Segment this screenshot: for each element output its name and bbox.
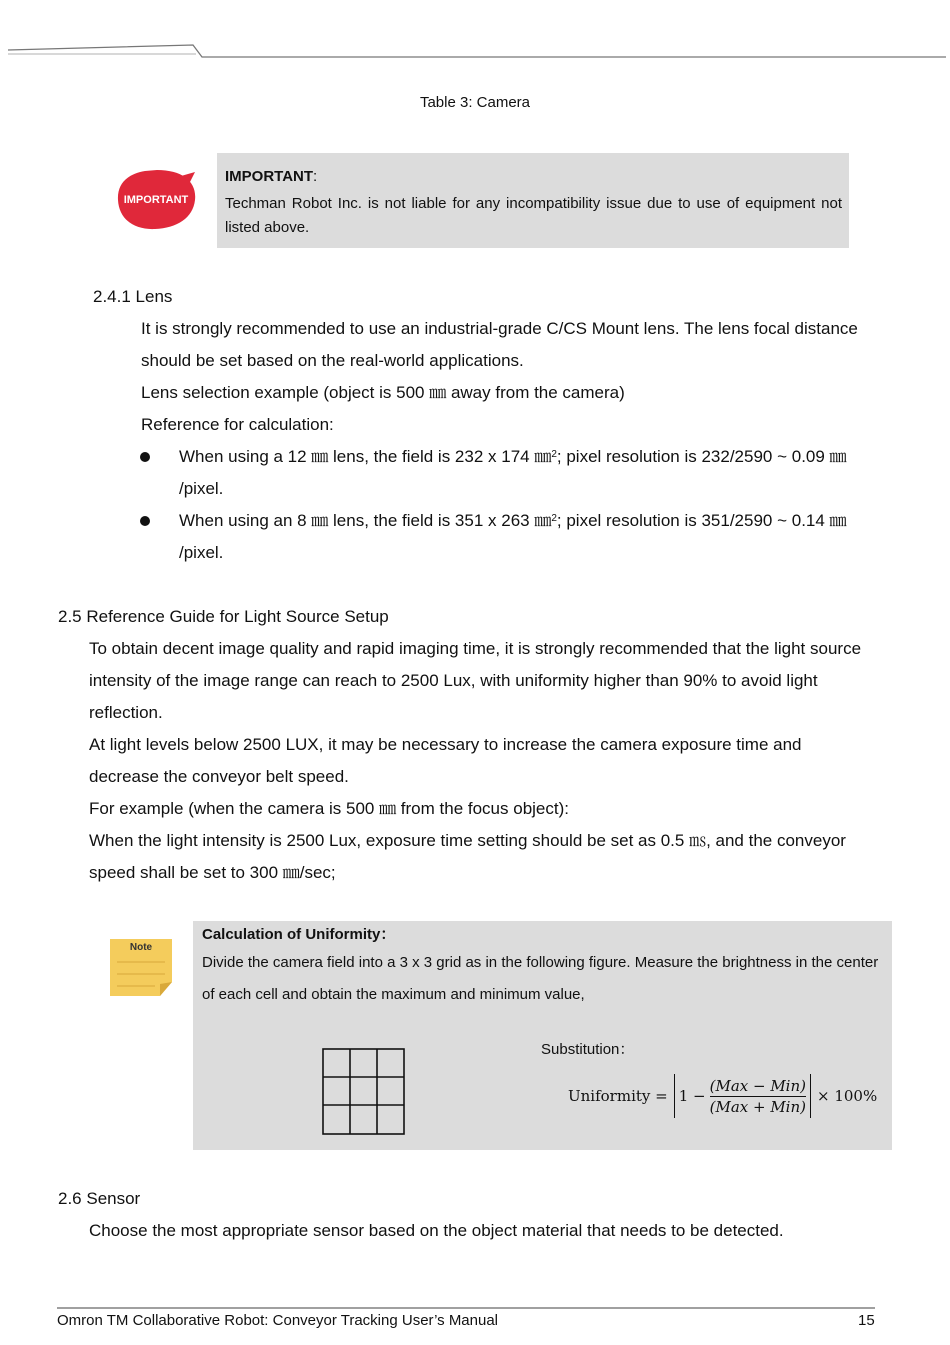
note-icon-label: Note: [129, 942, 153, 953]
bullet-1-text: When using a 12 ㎜ lens, the field is 232 x 174 ㎜: [179, 447, 552, 466]
footer-title: Omron TM Collaborative Robot: Conveyor Tracking User’s Manual: [57, 1312, 499, 1329]
note-title: Calculation of Uniformity：: [202, 926, 396, 943]
important-title-colon: :: [313, 168, 318, 185]
substitution-label: Substitution：: [541, 1041, 635, 1058]
important-icon-label: IMPORTANT: [123, 194, 189, 206]
bullet-1-rest: ; pixel resolution is 232/2590 ~ 0.09 ㎜: [556, 447, 847, 466]
lens-bullet-1-cont: /pixel.: [179, 479, 224, 498]
lens-reference: Reference for calculation:: [141, 415, 334, 434]
grid-3x3-figure: [322, 1048, 406, 1136]
important-body: Techman Robot Inc. is not liable for any incompatibility issue due to use of equipment not listed above.: [225, 195, 842, 236]
important-title: [225, 168, 317, 185]
formula-denominator: (Max + Min): [709, 1097, 806, 1116]
bullet-1-sup: 2: [551, 449, 557, 460]
sensor-heading: 2.6 Sensor: [58, 1189, 141, 1208]
important-badge: [115, 168, 199, 237]
light-line-5: decrease the conveyor belt speed.: [89, 767, 349, 786]
sensor-body: Choose the most appropriate sensor based on the object material that needs to be detected.: [89, 1221, 784, 1240]
light-line-8: speed shall be set to 300 ㎜/sec;: [89, 863, 336, 882]
light-line-4: At light levels below 2500 LUX, it may be necessary to increase the camera exposure time and: [89, 735, 802, 754]
lens-para-line2: should be set based on the real-world applications.: [141, 351, 524, 370]
lens-bullet-2: [179, 505, 847, 537]
bullet-2-sup: 2: [551, 513, 557, 524]
formula-one: 1 −: [678, 1087, 706, 1105]
formula-tail: × 100%: [817, 1087, 878, 1105]
header-rule: [0, 0, 950, 62]
bullet-dot: [140, 452, 150, 462]
note-badge: [109, 938, 175, 1003]
bullet-dot: [140, 516, 150, 526]
light-line-6: For example (when the camera is 500 ㎜ from the focus object):: [89, 799, 569, 818]
light-line-3: reflection.: [89, 703, 163, 722]
formula-numerator: (Max − Min): [709, 1076, 806, 1095]
formula-lhs: Uniformity =: [568, 1087, 668, 1105]
note-icon: [109, 938, 175, 998]
light-line-1: To obtain decent image quality and rapid imaging time, it is strongly recommended that the light source: [89, 639, 862, 658]
lens-bullet-1: [179, 441, 847, 473]
light-heading: 2.5 Reference Guide for Light Source Setup: [58, 607, 389, 626]
table-caption: Table 3: Camera: [419, 94, 531, 111]
light-line-2: intensity of the image range can reach to 2500 Lux, with uniformity higher than 90% to avoid light: [89, 671, 818, 690]
page-number: 15: [858, 1312, 875, 1329]
bullet-2-rest: ; pixel resolution is 351/2590 ~ 0.14 ㎜: [556, 511, 847, 530]
lens-bullet-2-cont: /pixel.: [179, 543, 224, 562]
note-body: Divide the camera field into a 3 x 3 grid as in the following figure. Measure the brightness in the center of each cell and obtain the maximum and minimum value,: [202, 954, 879, 1003]
lens-heading: 2.4.1 Lens: [93, 287, 173, 306]
lens-para-line1: It is strongly recommended to use an industrial-grade C/CS Mount lens. The lens focal distance: [141, 319, 858, 338]
lens-example: Lens selection example (object is 500 ㎜ away from the camera): [141, 383, 625, 402]
formula-abs: [674, 1074, 811, 1118]
uniformity-formula: [568, 1071, 877, 1121]
bullet-2-text: When using an 8 ㎜ lens, the field is 351 x 263 ㎜: [179, 511, 552, 530]
formula-fraction: [710, 1076, 806, 1117]
footer-rule: [57, 1307, 875, 1309]
important-icon: [115, 168, 199, 232]
important-title-text: IMPORTANT: [225, 168, 314, 185]
light-line-7: When the light intensity is 2500 Lux, exposure time setting should be set as 0.5 ㎳, and the conveyor: [89, 831, 846, 850]
